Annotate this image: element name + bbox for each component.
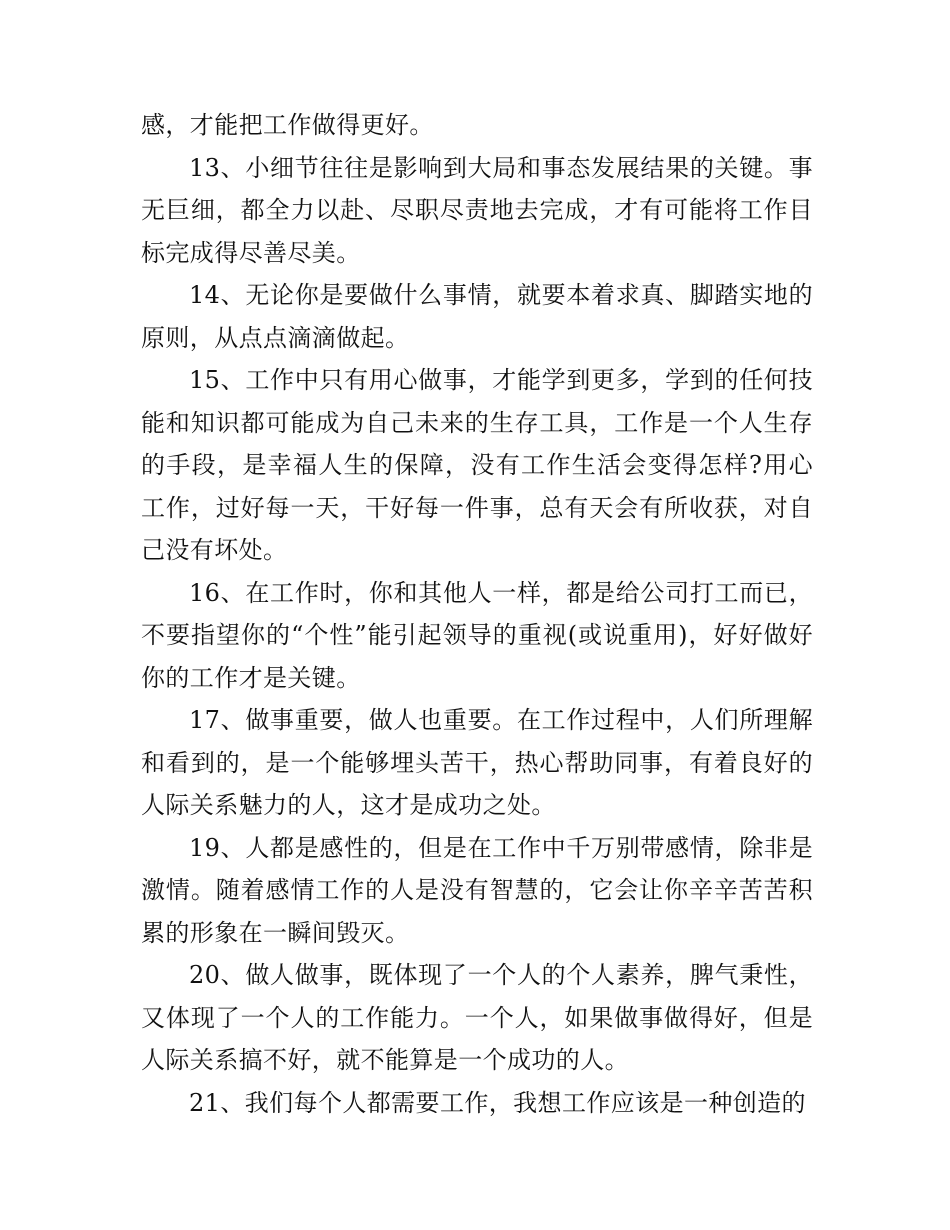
paragraph-item-15: 15、工作中只有用心做事，才能学到更多，学到的任何技能和知识都可能成为自己未来的生存工具，工作是一个人生存的手段，是幸福人生的保障，没有工作生活会变得怎样?用心工作，过好每一天，干好每一件事，总有天会有所收获，对自己没有坏处。 [141, 366, 813, 564]
paragraph-item-19: 19、人都是感性的，但是在工作中千万别带感情，除非是激情。随着感情工作的人是没有智慧的，它会让你辛辛苦苦积累的形象在一瞬间毁灭。 [141, 833, 813, 947]
paragraph-item-14: 14、无论你是要做什么事情，就要本着求真、脚踏实地的原则，从点点滴滴做起。 [141, 281, 813, 352]
paragraph-item-21: 21、我们每个人都需要工作，我想工作应该是一种创造的 [189, 1088, 806, 1117]
paragraph-item-13: 13、小细节往往是影响到大局和事态发展结果的关键。事无巨细，都全力以赴、尽职尽责地去完成，才有可能将工作目标完成得尽善尽美。 [141, 153, 813, 267]
paragraph-continuation: 感，才能把工作做得更好。 [141, 111, 434, 139]
paragraph-item-16: 16、在工作时，你和其他人一样，都是给公司打工而已，不要指望你的“个性”能引起领导的重视(或说重用)，好好做好你的工作才是关键。 [141, 578, 813, 692]
paragraph-item-17: 17、做事重要，做人也重要。在工作过程中，人们所理解和看到的，是一个能够埋头苦干，热心帮助同事，有着良好的人际关系魅力的人，这才是成功之处。 [141, 706, 813, 819]
paragraph-item-20: 20、做人做事，既体现了一个人的个人素养，脾气秉性，又体现了一个人的工作能力。一个人，如果做事做得好，但是人际关系搞不好，就不能算是一个成功的人。 [141, 961, 813, 1074]
document-body [141, 104, 813, 1124]
